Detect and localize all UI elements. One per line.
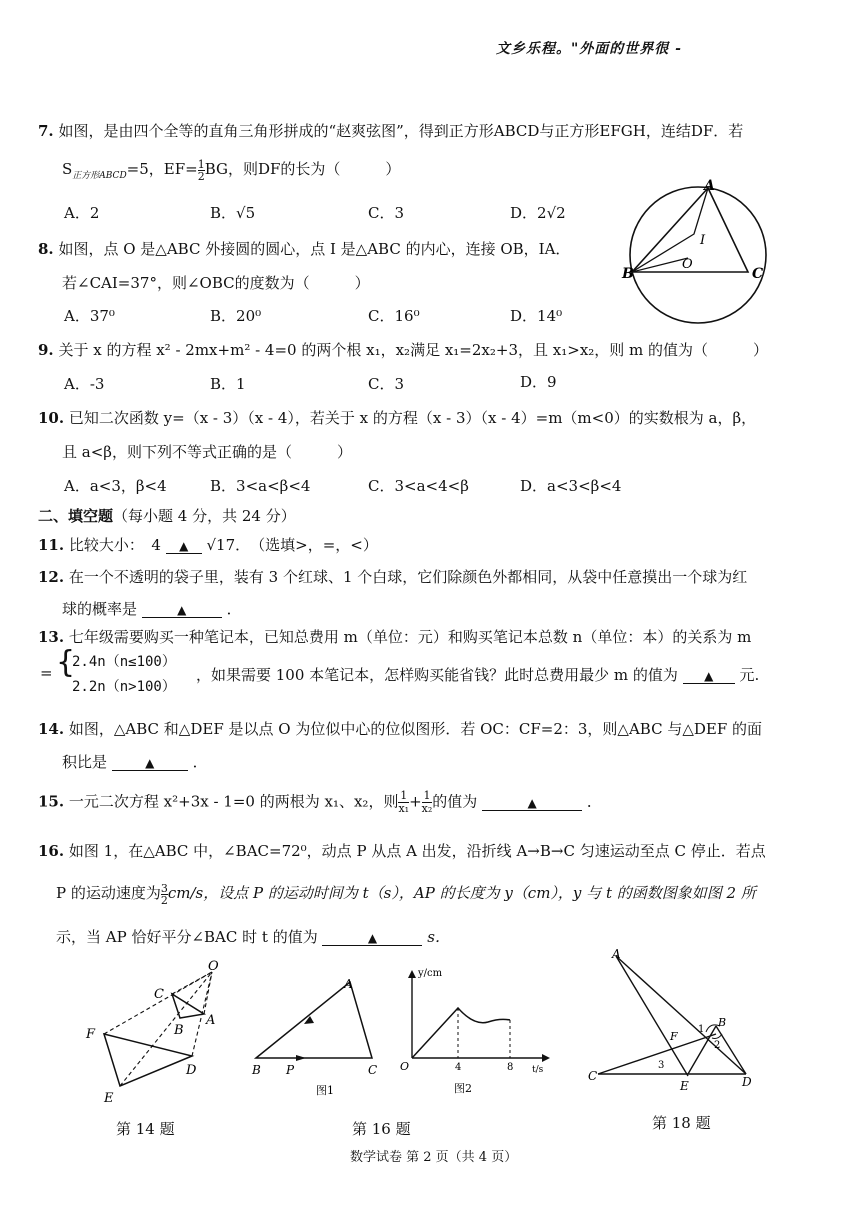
section-2-heading [38, 505, 296, 526]
question-text: ，如果需要 100 本笔记本，怎样购买能省钱？此时总费用最少 m 的值为 [196, 666, 678, 684]
question-text: 积比是 [62, 753, 108, 771]
x-axis-label: t/s [532, 1065, 544, 1075]
fraction-denominator: 2 [160, 893, 168, 907]
area-symbol: S [62, 160, 73, 178]
tick-8: 8 [507, 1062, 514, 1073]
fraction-denominator: x₁ [398, 802, 410, 815]
label-figure-2: 图2 [454, 1082, 472, 1095]
q7-option-d: D．2√2 [510, 204, 566, 222]
question-text: =5，EF= [126, 160, 198, 178]
q10-option-b: B．3<a<β<4 [210, 477, 311, 495]
segment-cb [598, 1034, 716, 1074]
question-13-line2 [196, 664, 759, 685]
fraction-denominator: 2 [197, 169, 205, 183]
unit: 元. [739, 666, 760, 684]
fraction-denominator: x₂ [421, 802, 433, 815]
label-o: O [208, 959, 219, 974]
q8-option-a: A．37⁰ [64, 307, 115, 325]
page-footer: 数学试卷 第 2 页（共 4 页） [350, 1150, 518, 1165]
y-axis-arrow-icon [408, 970, 416, 978]
label-d: D [742, 1075, 752, 1089]
q8-option-c: C．16⁰ [368, 307, 420, 325]
label-c: C [368, 1063, 378, 1077]
question-text: ． [226, 600, 242, 618]
question-8-line2: 若∠CAI=37°，则∠OBC的度数为（ ） [62, 274, 370, 292]
label-c: C [588, 1069, 598, 1083]
plus-sign: + [409, 792, 422, 811]
caption-figure-16: 第 16 题 [352, 1120, 411, 1138]
question-text: 七年级需要购买一种笔记本，已知总费用 m（单位：元）和购买笔记本总数 n（单位：本）的关系为 m [68, 628, 752, 646]
x-axis-arrow-icon [542, 1054, 550, 1062]
question-16-line1 [38, 840, 766, 861]
question-text: 球的概率是 [62, 600, 138, 618]
question-text: 关于 x 的方程 x² - 2mx+m² - 4=0 的两个根 x₁，x₂满足 x₁=2x₂+3，且 x₁>x₂，则 m 的值为（ ） [58, 341, 769, 359]
question-10-line2: 且 a<β，则下列不等式正确的是（ ） [62, 443, 352, 461]
q7-option-c: C．3 [368, 204, 405, 222]
fraction [198, 159, 205, 182]
fraction-numerator: 1 [423, 789, 431, 802]
label-b: B [252, 1063, 261, 1077]
triangle-def [104, 1034, 192, 1086]
label-e: E [680, 1079, 689, 1093]
question-number: 16. [38, 842, 65, 860]
question-7-line2 [62, 158, 400, 182]
y-axis-label: y/cm [418, 968, 443, 979]
question-text: 如图，△ABC 和△DEF 是以点 O 为位似中心的位似图形．若 OC：CF=2：3，则△ABC 与△DEF 的面 [68, 720, 763, 738]
area-subscript: 正方形ABCD [72, 171, 127, 181]
label-angle-3: 3 [658, 1060, 665, 1071]
case-2: 2.2n（n>100） [72, 679, 176, 695]
question-number: 8. [38, 240, 54, 258]
question-9-line1 [38, 339, 768, 360]
question-text: BG，则DF的长为（ ） [204, 160, 401, 178]
answer-blank: ▲ [112, 756, 188, 771]
question-text: 比较大小： 4 [68, 536, 161, 554]
q9-option-c: C．3 [368, 375, 405, 393]
question-11 [38, 534, 378, 555]
answer-blank: ▲ [166, 539, 202, 554]
question-text: 的值为 [432, 792, 478, 811]
question-14-line1 [38, 718, 762, 739]
function-curve [412, 1008, 510, 1058]
fraction-2 [422, 790, 433, 815]
triangle-abc [256, 982, 372, 1058]
question-text: 在一个不透明的袋子里，装有 3 个红球、1 个白球，它们除颜色外都相同，从袋中任意摸出一个球为红 [68, 568, 748, 586]
figure-18 [586, 946, 766, 1096]
question-text: 已知二次函数 y=（x - 3）（x - 4），若关于 x 的方程（x - 3）（x - 4）=m（m<0）的实数根为 a，β， [68, 409, 757, 427]
label-p: P [286, 1063, 295, 1077]
section-note: （每小题 4 分，共 24 分） [113, 507, 296, 525]
question-16-line3 [56, 926, 450, 947]
question-number: 10. [38, 409, 65, 427]
section-title: 二、填空题 [38, 507, 114, 525]
answer-blank: ▲ [683, 669, 735, 684]
figure-16-graph [392, 964, 552, 1104]
question-13-line1 [38, 626, 751, 647]
question-7-line1 [38, 120, 743, 141]
fraction-numerator: 3 [160, 881, 168, 895]
dashed-line-oc [172, 972, 212, 994]
label-figure-1: 图1 [316, 1084, 334, 1097]
question-text: cm/s，设点 P 的运动时间为 t（s），AP 的长度为 y（cm），y 与 t 的函数图象如图 2 所 [167, 884, 756, 902]
label-a: A [344, 977, 353, 991]
label-angle-2: 2 [714, 1040, 721, 1051]
label-a: A [206, 1013, 216, 1028]
caption-figure-18: 第 18 题 [652, 1114, 711, 1132]
question-text: s． [427, 928, 450, 946]
q10-option-c: C．3<a<4<β [368, 477, 469, 495]
q10-option-d: D．a<3<β<4 [520, 477, 622, 495]
tick-4: 4 [455, 1062, 462, 1073]
label-c: C [752, 266, 764, 282]
figure-q8-circle [620, 178, 780, 328]
question-number: 11. [38, 536, 65, 554]
dashed-line-oe [120, 972, 212, 1086]
label-f: F [670, 1030, 678, 1043]
label-o: O [682, 257, 693, 272]
segment-ad [616, 956, 746, 1074]
question-12-line2 [62, 598, 242, 619]
q10-option-a: A．a<3，β<4 [64, 477, 167, 495]
q8-option-b: B．20⁰ [210, 307, 262, 325]
label-c: C [154, 987, 164, 1002]
label-a: A [704, 178, 715, 194]
label-i: I [700, 233, 706, 248]
question-text: ． [192, 753, 208, 771]
question-number: 7. [38, 122, 54, 140]
arrow-on-bc-icon [296, 1055, 306, 1061]
question-8-line1 [38, 238, 570, 259]
q7-option-b: B．√5 [210, 204, 256, 222]
answer-blank: ▲ [482, 796, 582, 811]
question-text: 如图 1，在△ABC 中，∠BAC=72⁰，动点 P 从点 A 出发，沿折线 A→B→C 匀速运动至点 C 停止．若点 [68, 842, 766, 860]
segment-ob [632, 258, 688, 272]
label-e: E [104, 1091, 114, 1106]
fraction-numerator: 1 [197, 157, 205, 171]
caption-figure-14: 第 14 题 [116, 1120, 175, 1138]
answer-blank: ▲ [322, 931, 422, 946]
question-15 [38, 790, 602, 815]
dashed-line-of [104, 972, 212, 1034]
fraction [161, 883, 168, 906]
question-number: 9. [38, 341, 54, 359]
brace-icon: { [56, 645, 76, 680]
label-b: B [718, 1016, 727, 1029]
label-d: D [186, 1063, 197, 1078]
question-13-eq: = [40, 664, 53, 682]
question-14-line2 [62, 751, 208, 772]
triangle-abc [172, 994, 204, 1018]
dashed-line-oa [204, 972, 212, 1014]
question-10-line1 [38, 407, 756, 428]
case-1: 2.4n（n≤100） [72, 654, 176, 670]
q9-option-b: B．1 [210, 375, 246, 393]
q9-option-d: D．9 [520, 373, 557, 391]
figure-16-triangle [244, 970, 394, 1110]
question-number: 14. [38, 720, 65, 738]
label-a: A [612, 947, 621, 961]
segment-ae [616, 956, 688, 1076]
fraction-1 [398, 790, 409, 815]
question-text: 示，当 AP 恰好平分∠BAC 时 t 的值为 [56, 928, 318, 946]
answer-blank: ▲ [142, 603, 222, 618]
question-text: P 的运动速度为 [56, 884, 161, 902]
origin-label: O [400, 1060, 410, 1073]
q7-option-a: A．2 [64, 204, 100, 222]
question-number: 13. [38, 628, 65, 646]
circumcircle [630, 187, 766, 323]
label-b: B [622, 266, 634, 282]
question-16-line2 [56, 882, 756, 906]
label-f: F [86, 1027, 96, 1042]
q9-option-a: A．-3 [64, 375, 105, 393]
figure-14 [80, 956, 240, 1106]
question-number: 12. [38, 568, 65, 586]
question-12-line1 [38, 566, 747, 587]
label-b: B [174, 1023, 184, 1038]
question-text: 如图，是由四个全等的直角三角形拼成的“赵爽弦图”，得到正方形ABCD与正方形EFGH，连结DF．若 [58, 122, 744, 140]
question-text: 如图，点 O 是△ABC 外接圆的圆心，点 I 是△ABC 的内心，连接 OB，IA． [58, 240, 571, 258]
question-text: 一元二次方程 x²+3x - 1=0 的两根为 x₁、x₂，则 [68, 792, 399, 811]
fraction-numerator: 1 [400, 789, 408, 802]
label-angle-1: 1 [698, 1024, 705, 1035]
question-number: 15. [38, 792, 65, 811]
q8-option-d: D．14⁰ [510, 307, 563, 325]
question-text: ． [586, 792, 602, 811]
question-text: √17． （选填>，=，<） [206, 536, 378, 554]
header-slogan: 文乡乐程。"外面的世界很 - [496, 41, 682, 57]
